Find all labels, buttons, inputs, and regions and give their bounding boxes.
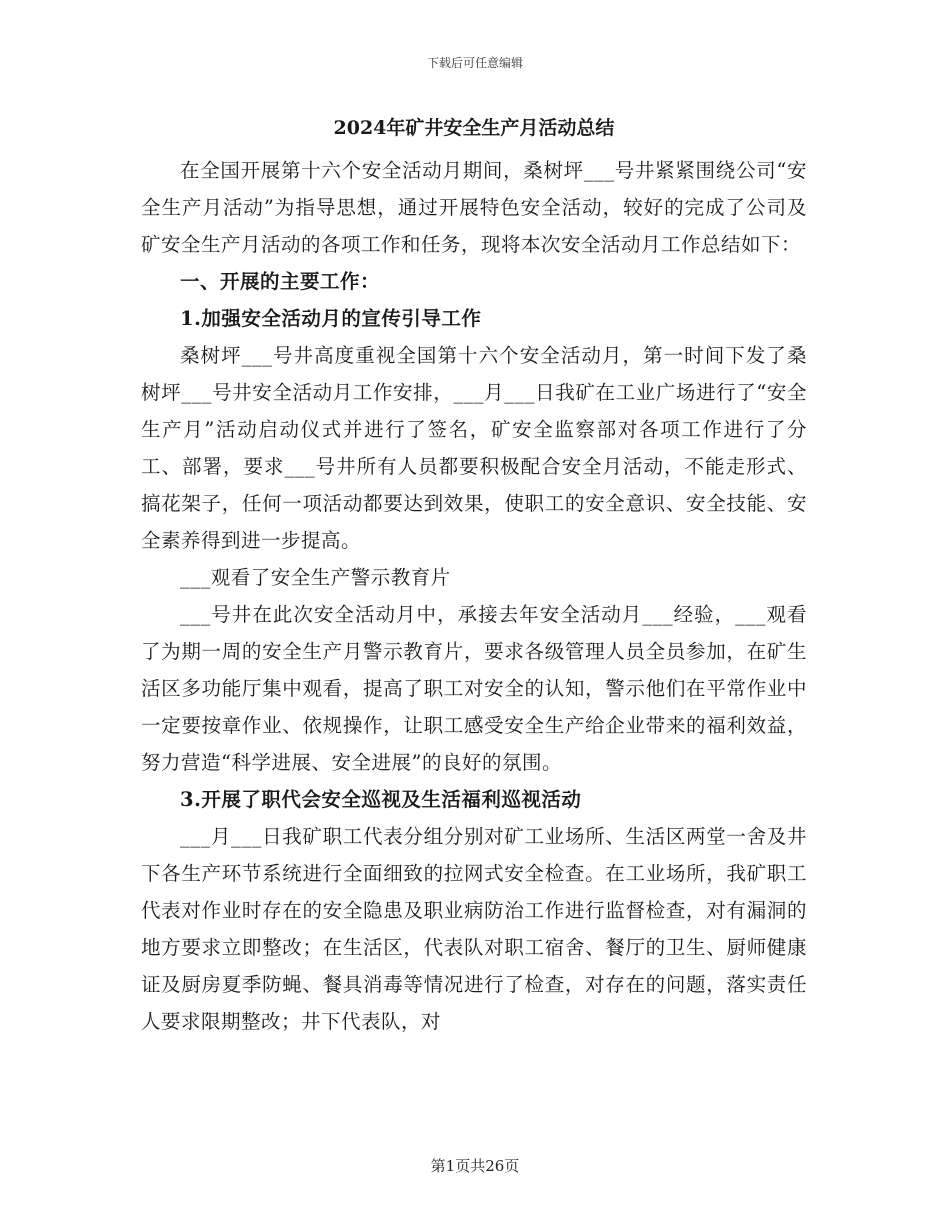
paragraph-warning-video-heading: ___观看了安全生产警示教育片 <box>180 566 451 589</box>
paragraph-warning-video: ___号井在此次安全活动月中，承接去年安全活动月___经验，___观看了为期一周的安全生产月警示教育片，要求各级管理人员全员参加，在矿生活区多功能厅集中观看，提高了职工对安全的认知，警示他们在平常作业中一定要按章作业、依规操作，让职工感受安全生产给企业带来的福利效益，努力营造“科学进展、安全进展”的良好的氛围。 <box>141 603 807 774</box>
paragraph-publicity: 桑树坪___号井高度重视全国第十六个安全活动月，第一时间下发了桑树坪___号井安全活动月工作安排，___月___日我矿在工业广场进行了“安全生产月”活动启动仪式并进行了签名，矿安全监察部对各项工作进行了分工、部署，要求___号井所有人员都要积极配合安全月活动，不能走形式、搞花架子，任何一项活动都要达到效果，使职工的安全意识、安全技能、安全素养得到进一步提高。 <box>141 344 807 552</box>
document-body <box>141 112 807 1040</box>
document-title: 2024年矿井安全生产月活动总结 <box>333 117 615 139</box>
section-heading-main-work: 一、开展的主要工作： <box>180 270 381 293</box>
header-note: 下载后可任意编辑 <box>426 56 523 70</box>
intro-paragraph: 在全国开展第十六个安全活动月期间，桑树坪___号井紧紧围绕公司“安全生产月活动”为指导思想，通过开展特色安全活动，较好的完成了公司及矿安全生产月活动的各项工作和任务，现将本次安全活动月工作总结如下： <box>141 159 807 256</box>
paragraph-inspection: ___月___日我矿职工代表分组分别对矿工业场所、生活区两堂一舍及井下各生产环节系统进行全面细致的拉网式安全检查。在工业场所，我矿职工代表对作业时存在的安全隐患及职业病防治工作进行监督检查，对有漏洞的地方要求立即整改；在生活区，代表队对职工宿舍、餐厅的卫生、厨师健康证及厨房夏季防蝇、餐具消毒等情况进行了检查，对存在的问题，落实责任人要求限期整改；井下代表队，对 <box>141 825 807 1033</box>
subheading-inspection: 3.开展了职代会安全巡视及生活福利巡视活动 <box>180 788 582 811</box>
page-footer: 第1页共26页 <box>430 1157 520 1175</box>
subheading-publicity: 1.加强安全活动月的宣传引导工作 <box>180 307 482 330</box>
